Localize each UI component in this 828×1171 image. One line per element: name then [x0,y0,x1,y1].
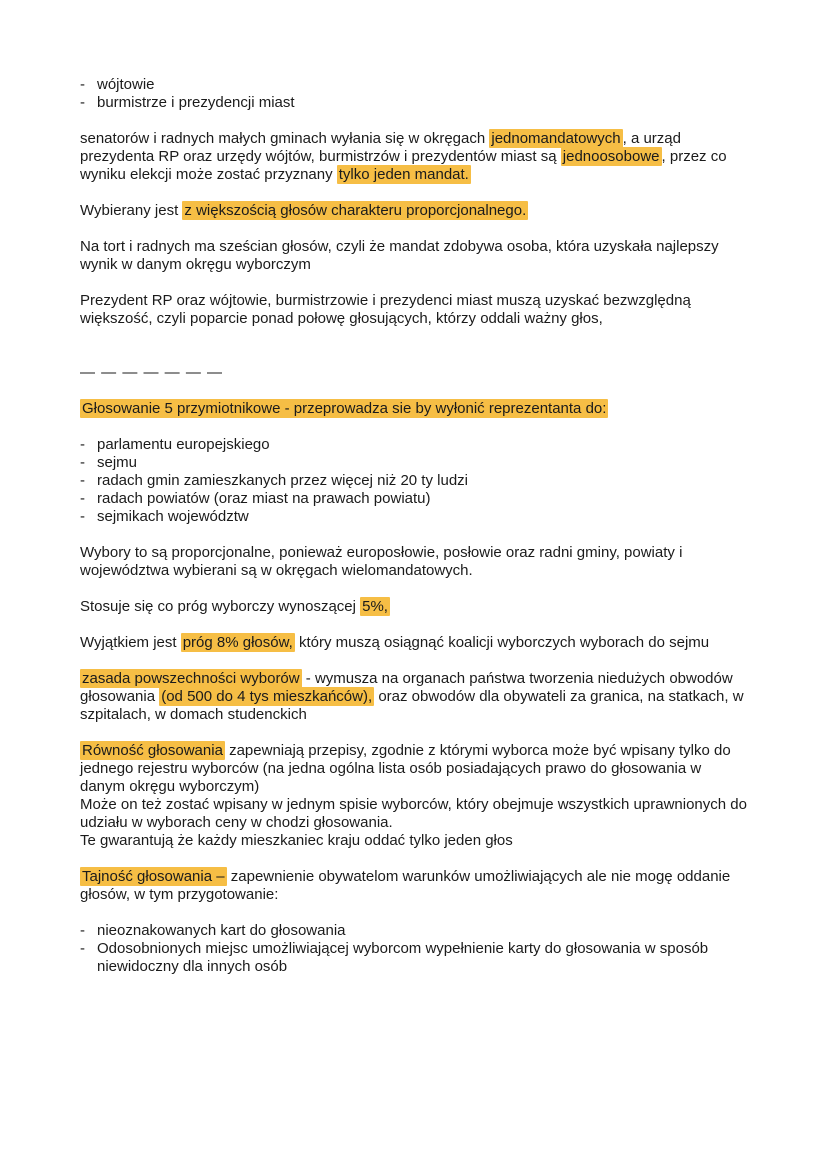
bullet-dash: - [80,76,85,93]
bullet-dash: - [80,508,85,525]
highlighted-text: tylko jeden mandat. [338,166,469,183]
text-run: radach gmin zamieszkanych przez więcej niż 20 ty ludzi [97,472,468,489]
list-item-text [97,490,748,508]
paragraph [80,634,748,652]
list-item-text [97,454,748,472]
text-run: , a urząd prezydenta RP oraz urzędy wójtów, burmistrzów i prezydentów miast są [80,130,686,165]
text-run: zapewniają przepisy, zgodnie z którymi wyborca może być wpisany tylko do jednego rejestru wyborców (na jedna ogólna lista osób posiadających prawo do głosowania w danym okręgu wyborczym) [80,742,735,795]
list-item [80,490,748,508]
highlighted-text: Tajność głosowania – [82,868,225,885]
paragraph [80,598,748,616]
text-run: , przez co wyniku elekcji może zostać przyznany [80,148,731,183]
text-run: parlamentu europejskiego [97,436,270,453]
bullet-list [80,76,748,112]
list-item [80,436,748,454]
bullet-dash: - [80,94,85,111]
bullet-dash: - [80,490,85,507]
list-item-text [97,76,748,94]
list-item-text [97,508,748,526]
paragraph [80,670,748,724]
highlighted-text: zasada powszechności wyborów [82,670,300,687]
text-run: Może on też zostać wpisany w jednym spisie wyborców, który obejmuje wszystkich uprawnionych do udziału w wyborach ceny w chodzi głosowania. [80,796,752,831]
text-run: Prezydent RP oraz wójtowie, burmistrzowie i prezydenci miast muszą uzyskać bezwzględną większość, czyli poparcie ponad połowę głosujących, którzy oddali ważny głos, [80,292,695,327]
paragraph [80,238,748,274]
bullet-list [80,436,748,526]
text-run: Wybierany jest [80,202,183,219]
bullet-dash: - [80,922,85,939]
text-run: radach powiatów (oraz miast na prawach powiatu) [97,490,431,507]
bullet-dash: - [80,940,85,957]
text-run: Te gwarantują że każdy mieszkaniec kraju oddać tylko jeden głos [80,832,513,849]
text-run: — — — — — — — [80,364,224,381]
paragraph [80,868,748,904]
text-run: Stosuje się co próg wyborczy wynoszącej [80,598,361,615]
paragraph [80,130,748,184]
highlighted-text: próg 8% głosów, [182,634,293,651]
text-run: burmistrze i prezydencji miast [97,94,295,111]
list-item [80,940,748,976]
text-run: zapewnienie obywatelom warunków umożliwiających ale nie mogę oddanie głosów, w tym przygotowanie: [80,868,735,903]
highlighted-text: jednoosobowe [562,148,660,165]
highlighted-text: Głosowanie 5 przymiotnikowe - przeprowadza sie by wyłonić reprezentanta do: [82,400,607,417]
text-run: Odosobnionych miejsc umożliwiającej wyborcom wypełnienie karty do głosowania w sposób niewidoczny dla innych osób [97,940,709,975]
list-item-text [97,472,748,490]
list-item [80,454,748,472]
text-run: nieoznakowanych kart do głosowania [97,922,346,939]
text-run: - wymusza na organach państwa tworzenia niedużych obwodów głosowania [80,670,737,705]
highlighted-text: 5%, [362,598,388,615]
bullet-list [80,922,748,976]
list-item-text [97,436,748,454]
highlighted-text: (od 500 do 4 tys mieszkańców), [161,688,373,705]
list-item [80,472,748,490]
text-run: Wyjątkiem jest [80,634,181,651]
text-run: sejmikach województw [97,508,249,525]
bullet-dash: - [80,436,85,453]
paragraph [80,544,748,580]
highlighted-text: z większością głosów charakteru proporcjonalnego. [184,202,527,219]
text-run: Wybory to są proporcjonalne, ponieważ europosłowie, posłowie oraz radni gminy, powiaty i województwa wybierani są w okręgach wielomandatowych. [80,544,687,579]
list-item [80,76,748,94]
document-content [80,76,752,976]
text-run: sejmu [97,454,138,471]
list-item [80,94,748,112]
paragraph [80,292,748,328]
list-item-text [97,94,748,112]
highlighted-text: jednomandatowych [491,130,621,147]
bullet-dash: - [80,472,85,489]
paragraph [80,742,752,850]
list-item [80,922,748,940]
text-run: Na tort i radnych ma sześcian głosów, czyli że mandat zdobywa osoba, która uzyskała najlepszy wynik w danym okręgu wyborczym [80,238,723,273]
paragraph [80,202,748,220]
paragraph [80,400,748,418]
text-run: wójtowie [97,76,155,93]
text-run: który muszą osiągnąć koalicji wyborczych wyborach do sejmu [294,634,710,651]
highlighted-text: Równość głosowania [82,742,223,759]
text-run: senatorów i radnych małych gminach wyłania się w okręgach [80,130,490,147]
divider-line [80,364,748,382]
list-item-text [97,940,748,976]
bullet-dash: - [80,454,85,471]
list-item [80,508,748,526]
text-run: oraz obwodów dla obywateli za granica, na statkach, w szpitalach, w domach studenckich [80,688,748,723]
list-item-text [97,922,748,940]
